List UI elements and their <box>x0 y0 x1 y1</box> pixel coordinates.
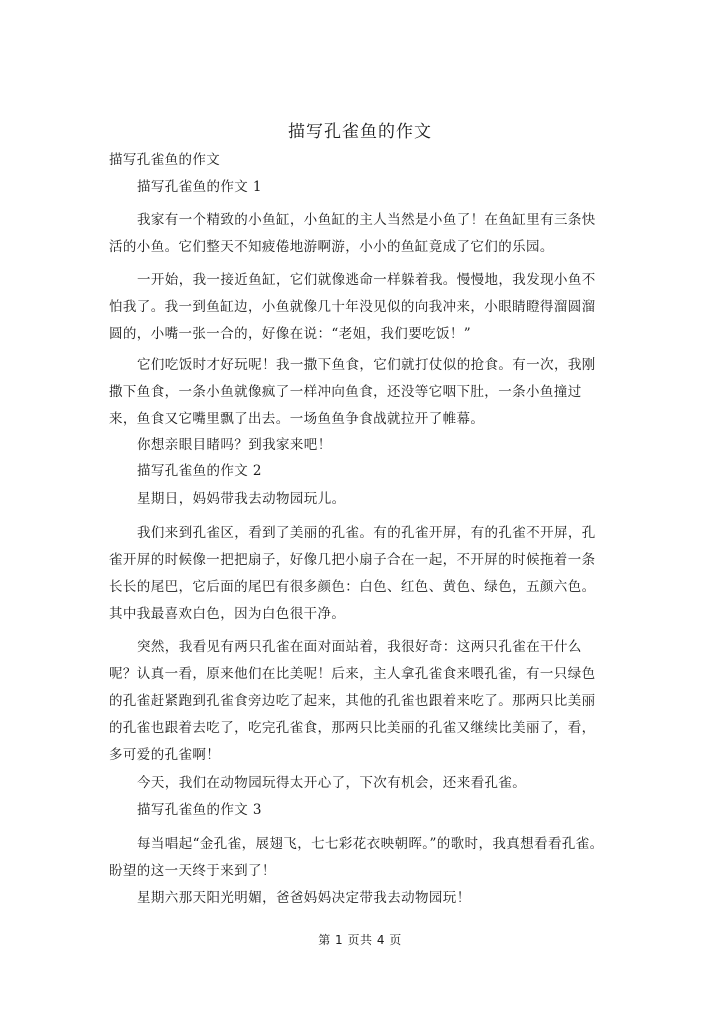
essay-heading-1: 描写孔雀鱼的作文 1 <box>137 179 262 195</box>
paragraph: 突然，我看见有两只孔雀在面对面站着，我很好奇：这两只孔雀在干什么呢？认真一看，原来他们在比美呢！后来，主人拿孔雀食来喂孔雀，有一只绿色的孔雀赶紧跑到孔雀食旁边吃了起来，其他的孔雀也跟着来吃了。那两只比美丽的孔雀也跟着去吃了，吃完孔雀食，那两只比美丽的孔雀又继续比美丽了，看，多可爱的孔雀啊！ <box>109 639 596 763</box>
paragraph: 今天，我们在动物园玩得太开心了，下次有机会，还来看孔雀。 <box>137 775 527 791</box>
paragraph: 星期六那天阳光明媚，爸爸妈妈决定带我去动物园玩！ <box>137 890 471 906</box>
paragraph: 你想亲眼目睹吗？到我家来吧！ <box>137 437 332 453</box>
document-title: 描写孔雀鱼的作文 <box>288 122 432 142</box>
document-subtitle: 描写孔雀鱼的作文 <box>109 152 221 168</box>
page-footer: 第 1 页共 4 页 <box>318 933 402 947</box>
paragraph: 它们吃饭时才好玩呢！我一撒下鱼食，它们就打仗似的抢食。有一次，我刚撒下鱼食，一条小鱼就像疯了一样冲向鱼食，还没等它咽下肚，一条小鱼撞过来，鱼食又它嘴里飘了出去。一场鱼鱼争食战就拉开了帷幕。 <box>109 357 596 427</box>
essay-heading-3: 描写孔雀鱼的作文 3 <box>137 802 262 818</box>
paragraph: 我家有一个精致的小鱼缸，小鱼缸的主人当然是小鱼了！在鱼缸里有三条快活的小鱼。它们整天不知疲倦地游啊游，小小的鱼缸竟成了它们的乐园。 <box>109 212 596 255</box>
paragraph: 我们来到孔雀区，看到了美丽的孔雀。有的孔雀开屏，有的孔雀不开屏，孔雀开屏的时候像一把把扇子，好像几把小扇子合在一起，不开屏的时候拖着一条长长的尾巴，它后面的尾巴有很多颜色：白色、红色、黄色、绿色，五颜六色。其中我最喜欢白色，因为白色很干净。 <box>109 525 596 622</box>
essay-heading-2: 描写孔雀鱼的作文 2 <box>137 463 262 479</box>
paragraph: 一开始，我一接近鱼缸，它们就像逃命一样躲着我。慢慢地，我发现小鱼不怕我了。我一到鱼缸边，小鱼就像几十年没见似的向我冲来，小眼睛瞪得溜圆溜圆的，小嘴一张一合的，好像在说：“老姐，我们要吃饭！” <box>109 272 596 342</box>
paragraph: 每当唱起“金孔雀，展翅飞，七七彩花衣映朝晖。”的歌时，我真想看看孔雀。盼望的这一天终于来到了！ <box>109 836 604 879</box>
paragraph: 星期日，妈妈带我去动物园玩儿。 <box>137 491 346 507</box>
